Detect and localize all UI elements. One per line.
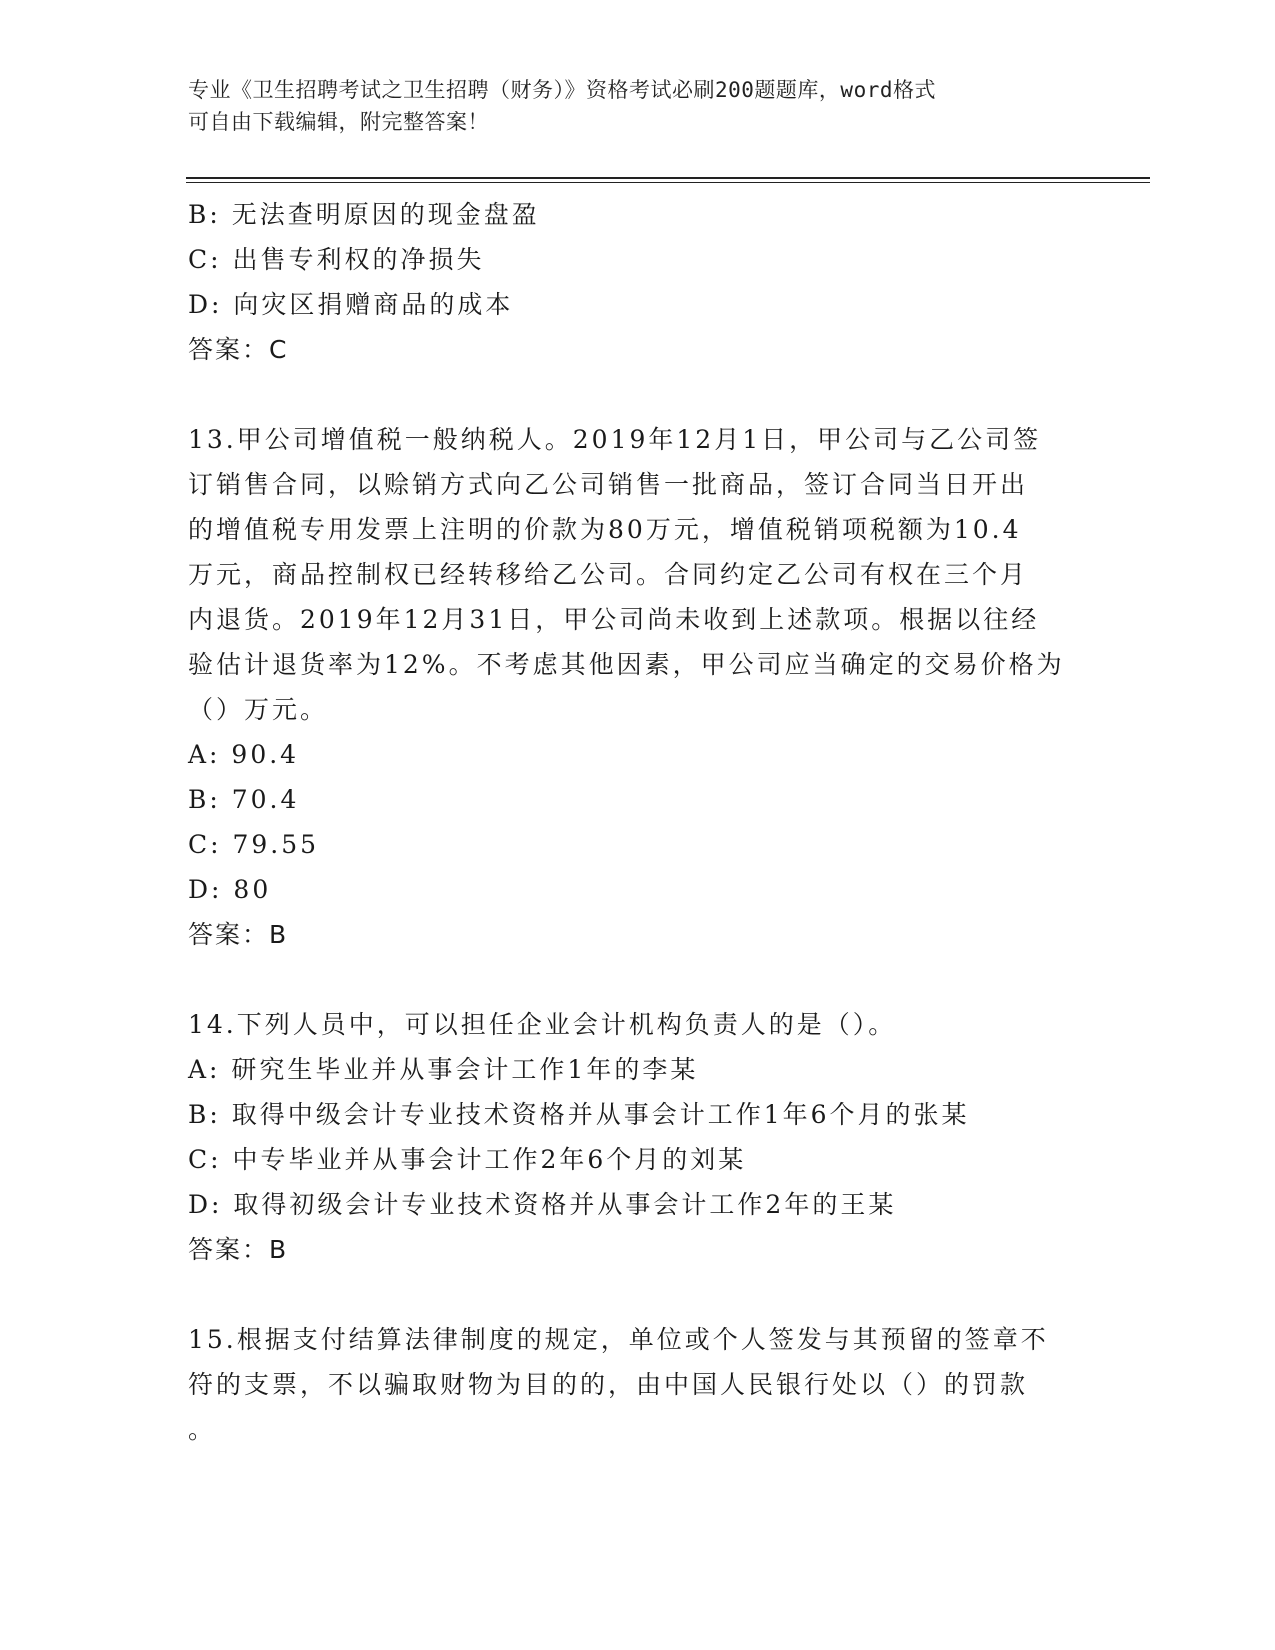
question-13-line-5: 内退货。2019年12月31日，甲公司尚未收到上述款项。根据以往经 [188,605,1040,634]
option-b: B: 无法查明原因的现金盘盈 [188,200,540,229]
header-divider-thin [186,182,1150,183]
question-14-line-1: 14.下列人员中，可以担任企业会计机构负责人的是（）。 [188,1010,897,1039]
question-15-line-2: 符的支票，不以骗取财物为目的的，由中国人民银行处以（）的罚款 [188,1370,1029,1399]
question-13-line-4: 万元，商品控制权已经转移给乙公司。合同约定乙公司有权在三个月 [188,560,1029,589]
header-divider-thick [186,177,1150,179]
question-13-line-1: 13.甲公司增值税一般纳税人。2019年12月1日，甲公司与乙公司签 [188,425,1042,454]
question-13-line-2: 订销售合同，以赊销方式向乙公司销售一批商品，签订合同当日开出 [188,470,1029,499]
answer-label: 答案：C [188,335,289,364]
question-13-line-3: 的增值税专用发票上注明的价款为80万元，增值税销项税额为10.4 [188,515,1022,544]
document-header [188,74,1068,138]
option-b: B: 70.4 [188,785,300,814]
spacer [188,372,1088,417]
question-15-line-1: 15.根据支付结算法律制度的规定，单位或个人签发与其预留的签章不 [188,1325,1049,1354]
option-a: A: 90.4 [188,740,300,769]
question-15-line-3: 。 [188,1415,217,1444]
question-14 [188,1002,1088,1272]
option-d: D: 取得初级会计专业技术资格并从事会计工作2年的王某 [188,1190,897,1219]
question-15 [188,1317,1088,1452]
option-c: C: 出售专利权的净损失 [188,245,485,274]
option-b: B: 取得中级会计专业技术资格并从事会计工作1年6个月的张某 [188,1100,970,1129]
prev-question [188,192,1088,372]
question-13-line-7: （）万元。 [188,695,329,724]
option-c: C: 79.55 [188,830,320,859]
answer-label: 答案：B [188,1235,289,1264]
header-line-1: 专业《卫生招聘考试之卫生招聘（财务）》资格考试必刷200题题库，word格式 [188,78,936,102]
question-13-line-6: 验估计退货率为12%。不考虑其他因素，甲公司应当确定的交易价格为 [188,650,1065,679]
option-d: D: 80 [188,875,272,904]
option-a: A: 研究生毕业并从事会计工作1年的李某 [188,1055,699,1084]
option-d: D: 向灾区捐赠商品的成本 [188,290,514,319]
spacer [188,957,1088,1002]
question-body [188,192,1088,1452]
spacer [188,1272,1088,1317]
answer-label: 答案：B [188,920,289,949]
question-13 [188,417,1088,957]
header-line-2: 可自由下载编辑，附完整答案！ [188,110,489,134]
option-c: C: 中专毕业并从事会计工作2年6个月的刘某 [188,1145,747,1174]
